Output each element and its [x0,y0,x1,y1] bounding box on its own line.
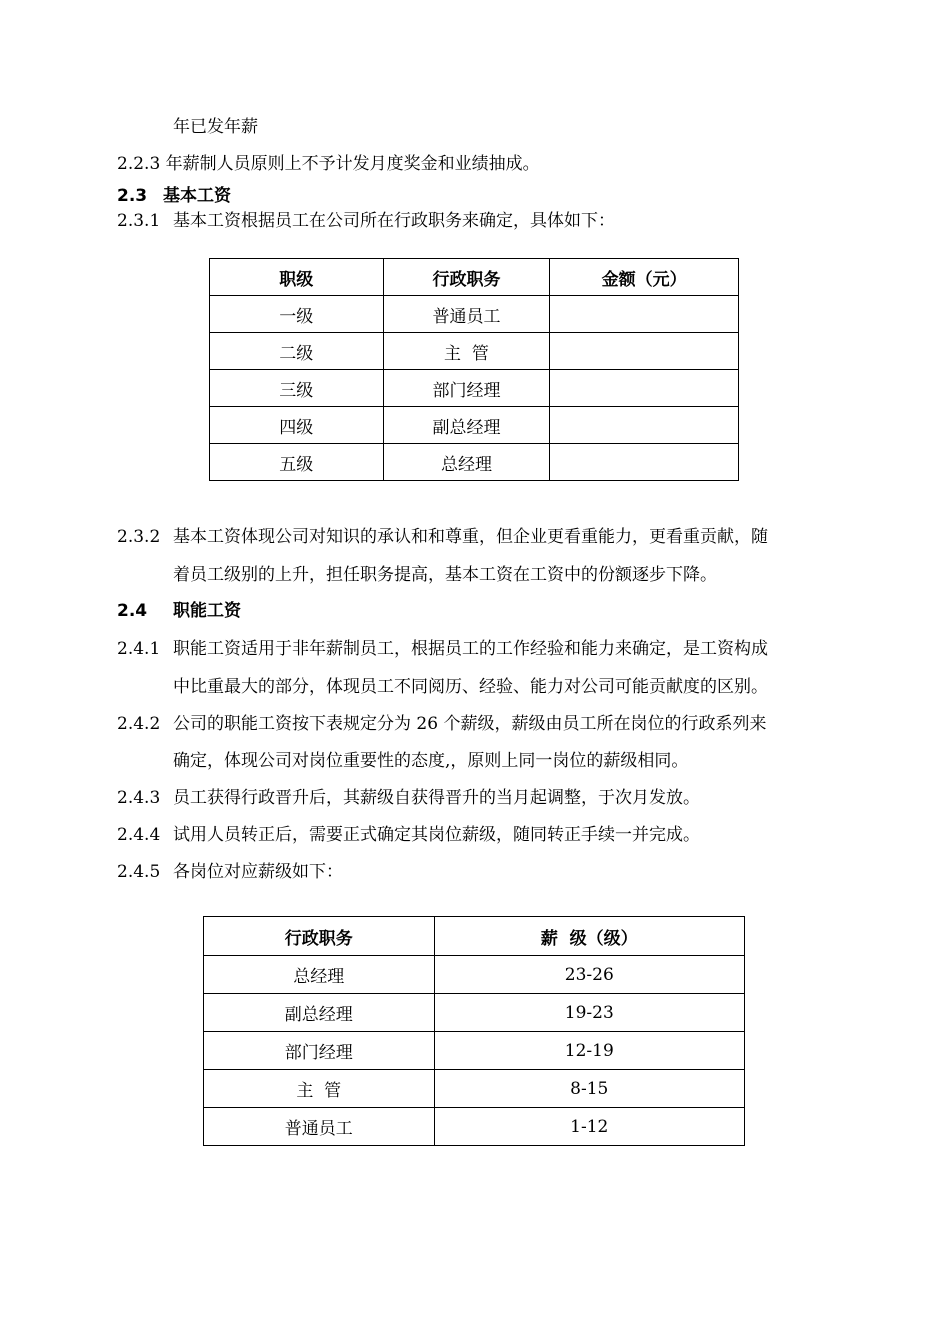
table-cell: 副总经理 [383,407,550,444]
paragraph-2-3-2 [117,525,768,549]
paragraph-text: 基本工资体现公司对知识的承认和和尊重，但企业更看重能力，更看重贡献，随 [173,527,768,547]
section-title: 职能工资 [173,601,241,621]
paragraph-text: 职能工资适用于非年薪制员工，根据员工的工作经验和能力来确定，是工资构成 [173,639,768,659]
paragraph-number: 2.4.4 [117,825,161,845]
text-line: 2.2.3 年薪制人员原则上不予计发月度奖金和业绩抽成。 [117,154,540,174]
paragraph-text: 公司的职能工资按下表规定分为 26 个薪级，薪级由员工所在岗位的行政系列来 [173,714,767,734]
table-header-cell: 行政职务 [383,259,550,296]
table-cell: 普通员工 [383,296,550,333]
table-cell [550,370,739,407]
table-cell: 二级 [210,333,384,370]
table-cell [550,444,739,481]
table-cell: 四级 [210,407,384,444]
table-cell: 一级 [210,296,384,333]
table-cell: 主 管 [383,333,550,370]
paragraph-number: 2.3.2 [117,527,161,547]
paragraph-2-4-1 [117,637,768,661]
table-header-row [204,917,745,956]
table-cell: 总经理 [204,956,435,994]
base-salary-table [209,258,739,481]
table-header-cell: 金额（元） [550,259,739,296]
table-header-cell: 职级 [210,259,384,296]
paragraph-2-4-5 [117,860,343,884]
table-cell: 部门经理 [383,370,550,407]
table-cell: 五级 [210,444,384,481]
table-header-cell: 薪 级（级） [434,917,744,956]
paragraph-number: 2.3.1 [117,211,161,231]
section-heading-2-3 [117,184,231,208]
salary-grade-table [203,916,745,1146]
table-cell: 总经理 [383,444,550,481]
table-cell: 19-23 [434,994,744,1032]
table-header-row [210,259,739,296]
table-header-cell: 行政职务 [204,917,435,956]
table-cell: 普通员工 [204,1108,435,1146]
table-cell: 三级 [210,370,384,407]
paragraph-number: 2.4.3 [117,788,161,808]
table-cell [550,296,739,333]
section-number: 2.3 [117,186,148,206]
table-cell: 主 管 [204,1070,435,1108]
text-line: 年已发年薪 [173,117,258,137]
paragraph-number: 2.4.1 [117,639,161,659]
text-line: 中比重最大的部分，体现员工不同阅历、经验、能力对公司可能贡献度的区别。 [173,677,768,697]
paragraph-text: 员工获得行政晋升后，其薪级自获得晋升的当月起调整，于次月发放。 [173,788,700,808]
table-cell: 副总经理 [204,994,435,1032]
paragraph-2-4-3 [117,786,700,810]
paragraph-2-4-4 [117,823,700,847]
table-row [210,370,739,407]
paragraph-text: 试用人员转正后，需要正式确定其岗位薪级，随同转正手续一并完成。 [173,825,700,845]
text-line: 确定，体现公司对岗位重要性的态度,，原则上同一岗位的薪级相同。 [173,751,689,771]
table-row [210,296,739,333]
table-cell: 12-19 [434,1032,744,1070]
paragraph-number: 2.4.2 [117,714,161,734]
section-title: 基本工资 [163,186,231,206]
paragraph-2-4-2 [117,712,766,736]
paragraph-text: 基本工资根据员工在公司所在行政职务来确定，具体如下： [173,211,615,231]
table-row [204,1032,745,1070]
paragraph-text: 各岗位对应薪级如下： [173,862,343,882]
table-row [204,1070,745,1108]
paragraph-number: 2.4.5 [117,862,161,882]
section-heading-2-4 [117,599,241,623]
section-number: 2.4 [117,601,148,621]
table-row [204,1108,745,1146]
table-cell: 1-12 [434,1108,744,1146]
table-row [210,407,739,444]
text-line: 着员工级别的上升，担任职务提高，基本工资在工资中的份额逐步下降。 [173,565,717,585]
table-cell: 23-26 [434,956,744,994]
table-row [210,444,739,481]
table-cell [550,333,739,370]
table-row [210,333,739,370]
table-cell [550,407,739,444]
table-cell: 8-15 [434,1070,744,1108]
paragraph-2-3-1 [117,209,615,233]
table-row [204,994,745,1032]
table-cell: 部门经理 [204,1032,435,1070]
table-row [204,956,745,994]
